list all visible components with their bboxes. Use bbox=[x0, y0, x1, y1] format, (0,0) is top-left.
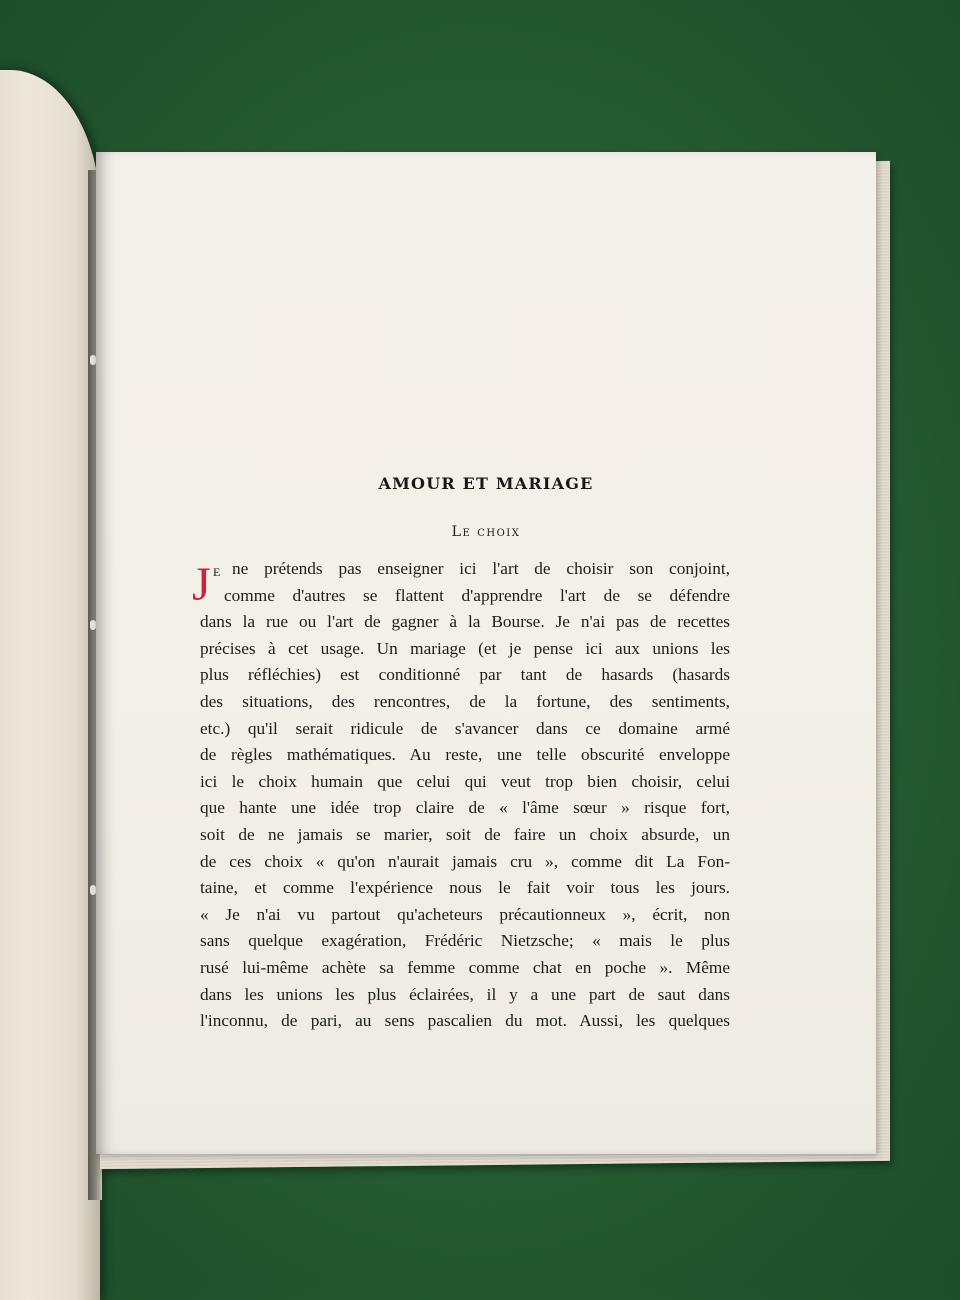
text-line: « Je n'ai vu partout qu'acheteurs précautionneux », écrit, non bbox=[200, 904, 730, 924]
text-line: l'inconnu, de pari, au sens pascalien du mot. Aussi, les quelques bbox=[200, 1011, 730, 1031]
text-line: ne prétends pas enseigner ici l'art de choisir son conjoint, bbox=[232, 559, 730, 578]
text-line: des situations, des rencontres, de la fortune, des sentiments, bbox=[200, 691, 730, 711]
text-line: ici le choix humain que celui qui veut trop bien choisir, celui bbox=[200, 771, 730, 791]
text-line: de ces choix « qu'on n'aurait jamais cru », comme dit La Fon- bbox=[200, 851, 730, 871]
drop-cap: J bbox=[192, 558, 211, 611]
text-line: précises à cet usage. Un mariage (et je pense ici aux unions les bbox=[200, 638, 730, 658]
text-line: de règles mathématiques. Au reste, une telle obscurité enveloppe bbox=[200, 745, 730, 765]
text-line: soit de ne jamais se marier, soit de faire un choix absurde, un bbox=[200, 824, 730, 844]
facing-page bbox=[0, 70, 100, 1300]
text-line: taine, et comme l'expérience nous le fait voir tous les jours. bbox=[200, 878, 730, 898]
text-line: rusé lui-même achète sa femme comme chat en poche ». Même bbox=[200, 957, 730, 977]
body-text bbox=[200, 556, 730, 1035]
text-line: comme d'autres se flattent d'apprendre l'art de se défendre bbox=[224, 585, 730, 605]
drop-cap-small-caps: E bbox=[213, 565, 221, 579]
chapter-title: AMOUR ET MARIAGE bbox=[378, 474, 594, 493]
text-line: dans la rue ou l'art de gagner à la Bourse. Je n'ai pas de recettes bbox=[200, 612, 730, 632]
text-line: sans quelque exagération, Frédéric Nietzsche; « mais le plus bbox=[200, 931, 730, 951]
text-line: dans les unions les plus éclairées, il y a une part de saut dans bbox=[200, 984, 730, 1004]
section-title: Le choix bbox=[451, 524, 521, 540]
text-line: etc.) qu'il serait ridicule de s'avancer dans ce domaine armé bbox=[200, 718, 730, 738]
text-line: que hante une idée trop claire de « l'âme sœur » risque fort, bbox=[200, 798, 730, 818]
book-page bbox=[96, 152, 876, 1154]
text-line: plus réfléchies) est conditionné par tant de hasards (hasards bbox=[200, 665, 730, 685]
